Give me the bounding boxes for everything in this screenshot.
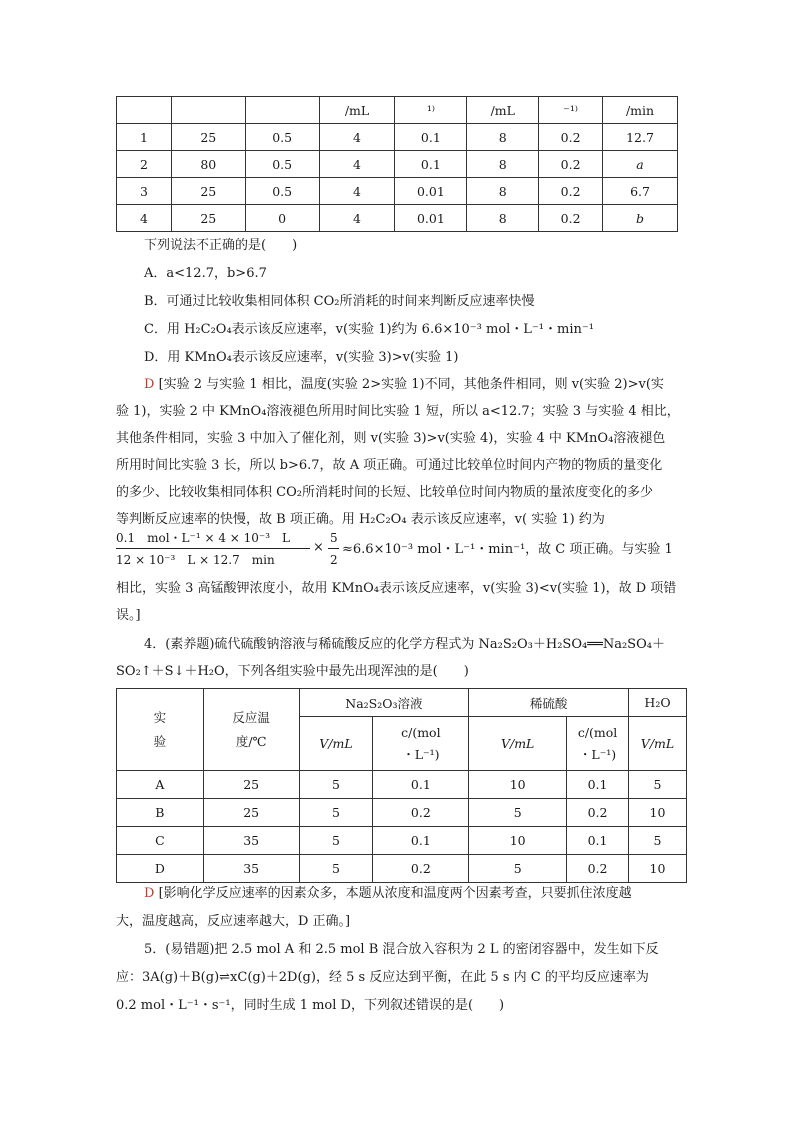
table1-header-cell: [171, 97, 245, 124]
table-cell: 0.1: [373, 827, 469, 855]
explanation-text: [影响化学反应速率的因素众多，本题从浓度和温度两个因素考查，只要抓住浓度越: [158, 886, 632, 901]
header-volume: V/mL: [469, 717, 567, 771]
table-cell: C: [117, 827, 204, 855]
table-cell: 8: [467, 178, 539, 205]
table-cell: 25: [203, 771, 299, 799]
question-stem: 4．(素养题)硫代硫酸钠溶液与稀硫酸反应的化学方程式为 Na₂S₂O₃＋H₂SO₄══Na₂SO₄＋: [144, 637, 665, 652]
table-cell: 0.2: [567, 855, 629, 883]
table-cell: 80: [171, 151, 245, 178]
fraction-denominator: 12 × 10⁻³ L × 12.7 min: [116, 553, 275, 567]
fraction-bar: [116, 548, 310, 549]
table-cell: 4: [319, 124, 395, 151]
table-cell: 0.2: [567, 799, 629, 827]
explanation-line: 其他条件相同，实验 3 中加入了催化剂，则 v(实验 3)>v(实验 4)，实验 4 中 KMnO₄溶液褪色: [116, 431, 666, 446]
table1-header-row: [117, 97, 678, 124]
header-na2s2o3: Na₂S₂O₃溶液: [299, 689, 469, 717]
table-cell: 35: [203, 855, 299, 883]
table-cell: 0.1: [373, 771, 469, 799]
explanation-line: ≈6.6×10⁻³ mol・L⁻¹・min⁻¹，故 C 项正确。与实验 1: [342, 542, 673, 557]
header-dilute-acid: 稀硫酸: [469, 689, 629, 717]
table-cell: 1: [117, 124, 172, 151]
table-cell: 0.2: [539, 205, 603, 232]
answer-letter: D: [144, 377, 155, 392]
table-cell: 0.5: [245, 151, 319, 178]
fraction-numerator: 0.1 mol・L⁻¹ × 4 × 10⁻³ L: [116, 531, 291, 545]
header-volume: V/mL: [629, 717, 687, 771]
table-cell: 8: [467, 124, 539, 151]
question-stem: SO₂↑＋S↓＋H₂O，下列各组实验中最先出现浑浊的是( ): [116, 664, 469, 679]
table-cell: 4: [117, 205, 172, 232]
explanation-line: 所用时间比实验 3 长，所以 b>6.7，故 A 项正确。可通过比较单位时间内产物的物质的量变化: [116, 458, 663, 473]
table1-header-cell: ¹⁾: [395, 97, 467, 124]
explanation-line: 的多少、比较收集相同体积 CO₂所消耗时间的长短、比较单位时间内物质的量浓度变化的多少: [116, 485, 653, 500]
table-row: [117, 178, 678, 205]
table1-header-cell: /min: [603, 97, 678, 124]
table-cell: 0.1: [567, 771, 629, 799]
table-cell: 10: [469, 771, 567, 799]
table-row: [117, 799, 687, 827]
table-cell: 5: [299, 855, 373, 883]
experiment-table-2: [116, 688, 687, 883]
table-cell: 8: [467, 151, 539, 178]
option-c: C．用 H₂C₂O₄表示该反应速率，v(实验 1)约为 6.6×10⁻³ mol・L⁻¹・min⁻¹: [144, 322, 594, 337]
table-cell: 3: [117, 178, 172, 205]
header-concentration: c/(mol ・L⁻¹): [567, 717, 629, 771]
table1-header-cell: /mL: [319, 97, 395, 124]
table-cell: 10: [629, 799, 687, 827]
table-cell: b: [603, 205, 678, 232]
table-cell: 2: [117, 151, 172, 178]
table-cell: 5: [299, 771, 373, 799]
header-temperature: 反应温 度/℃: [203, 689, 299, 771]
table-cell: D: [117, 855, 204, 883]
table-cell: 5: [629, 771, 687, 799]
table-row: [117, 771, 687, 799]
table-cell: 8: [467, 205, 539, 232]
table-row: [117, 827, 687, 855]
question-stem: 下列说法不正确的是( ): [144, 238, 298, 253]
table-cell: 4: [319, 205, 395, 232]
table-row: [117, 124, 678, 151]
fraction-denominator: 2: [330, 553, 338, 567]
experiment-table-1: [116, 96, 678, 232]
table-cell: 0: [245, 205, 319, 232]
table-cell: 5: [299, 799, 373, 827]
table-row: [117, 855, 687, 883]
table-cell: 6.7: [603, 178, 678, 205]
explanation-line: [144, 375, 714, 395]
explanation-line: 误。]: [116, 608, 141, 623]
option-d: D．用 KMnO₄表示该反应速率，v(实验 3)>v(实验 1): [144, 350, 459, 365]
table-row: [117, 151, 678, 178]
table-cell: 5: [469, 855, 567, 883]
table-cell: 35: [203, 827, 299, 855]
table-row: [117, 205, 678, 232]
multiply-sign: ×: [313, 540, 324, 555]
table1-header-cell: /mL: [467, 97, 539, 124]
question-stem: 5．(易错题)把 2.5 mol A 和 2.5 mol B 混合放入容积为 2 L 的密闭容器中，发生如下反: [144, 942, 659, 957]
table-cell: 0.2: [373, 799, 469, 827]
table-cell: a: [603, 151, 678, 178]
table-cell: 25: [171, 124, 245, 151]
table-cell: 25: [203, 799, 299, 827]
table-cell: 4: [319, 151, 395, 178]
option-a: A．a<12.7，b>6.7: [144, 266, 267, 281]
answer-letter: D: [144, 886, 155, 901]
header-concentration: c/(mol ・L⁻¹): [373, 717, 469, 771]
question-stem: 应：3A(g)＋B(g)⇌xC(g)＋2D(g)，经 5 s 反应达到平衡，在此 5 s 内 C 的平均反应速率为: [116, 970, 649, 985]
table-cell: 12.7: [603, 124, 678, 151]
table-cell: 10: [469, 827, 567, 855]
explanation-line: 相比，实验 3 高锰酸钾浓度小，故用 KMnO₄表示该反应速率，v(实验 3)<v(实验 1)，故 D 项错: [116, 581, 677, 596]
table-cell: 0.01: [395, 205, 467, 232]
header-experiment: 实 验: [117, 689, 204, 771]
table1-header-cell: [117, 97, 172, 124]
table-cell: 5: [299, 827, 373, 855]
table-cell: 0.5: [245, 178, 319, 205]
explanation-line: [144, 884, 714, 904]
table-cell: A: [117, 771, 204, 799]
table-cell: 0.01: [395, 178, 467, 205]
table-cell: 0.2: [539, 151, 603, 178]
header-volume: V/mL: [299, 717, 373, 771]
table-cell: 4: [319, 178, 395, 205]
table1-header-cell: ⁻¹⁾: [539, 97, 603, 124]
table-cell: 10: [629, 855, 687, 883]
question-stem: 0.2 mol・L⁻¹・s⁻¹，同时生成 1 mol D，下列叙述错误的是( ): [116, 998, 505, 1013]
fraction-numerator: 5: [330, 531, 338, 545]
table-cell: 0.2: [539, 124, 603, 151]
fraction-bar: [328, 548, 339, 549]
table-cell: 5: [629, 827, 687, 855]
table-cell: 0.5: [245, 124, 319, 151]
option-b: B．可通过比较收集相同体积 CO₂所消耗的时间来判断反应速率快慢: [144, 294, 535, 309]
explanation-line: 大，温度越高，反应速率越大，D 正确。]: [116, 914, 351, 929]
table2-header-row: [117, 689, 687, 717]
table-cell: 0.1: [395, 124, 467, 151]
explanation-line: 等判断反应速率的快慢，故 B 项正确。用 H₂C₂O₄ 表示该反应速率，v( 实验 1) 约为: [116, 512, 605, 527]
table-cell: 25: [171, 178, 245, 205]
header-water: H₂O: [629, 689, 687, 717]
table-cell: 0.1: [567, 827, 629, 855]
table-cell: 5: [469, 799, 567, 827]
table-cell: B: [117, 799, 204, 827]
table-cell: 0.2: [539, 178, 603, 205]
table-cell: 0.2: [373, 855, 469, 883]
table-cell: 0.1: [395, 151, 467, 178]
table1-header-cell: [245, 97, 319, 124]
explanation-text: [实验 2 与实验 1 相比，温度(实验 2>实验 1)不同，其他条件相同，则 v(实验 2)>v(实: [158, 377, 664, 392]
table-cell: 25: [171, 205, 245, 232]
explanation-line: 验 1)，实验 2 中 KMnO₄溶液褪色所用时间比实验 1 短，所以 a<12.7；实验 3 与实验 4 相比，: [116, 404, 680, 419]
